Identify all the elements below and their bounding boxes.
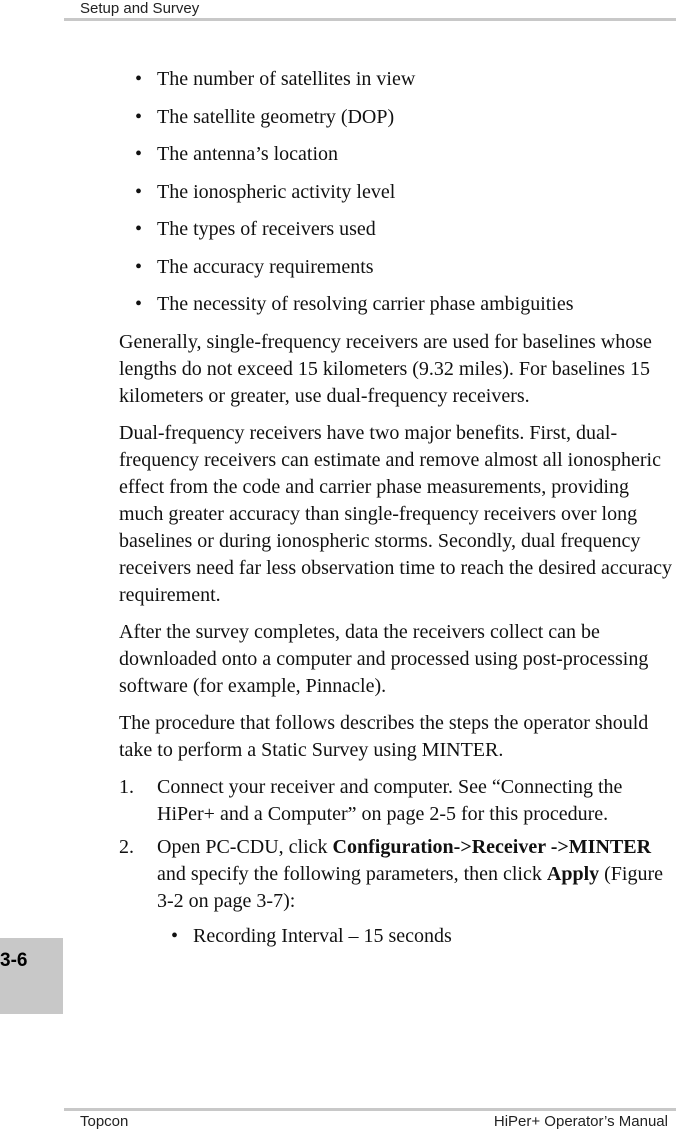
- list-item: • The ionospheric activity level: [119, 179, 674, 206]
- step-number: 2.: [119, 835, 134, 858]
- step-item: [119, 834, 674, 950]
- step-text-part: (Figure 3-2 on page 3-7):: [157, 862, 664, 912]
- step-text-part: Open PC-CDU, click: [157, 835, 333, 858]
- paragraph-post-processing: After the survey completes, data the receivers collect can be downloaded onto a computer and processed using post-processing software (for example, Pinnacle).: [119, 620, 649, 697]
- chapter-page-tab: [0, 938, 63, 1014]
- list-item: • The necessity of resolving carrier phase ambiguities: [119, 291, 674, 318]
- list-item: • The accuracy requirements: [119, 254, 674, 281]
- paragraph-receiver-choice: Generally, single-frequency receivers are used for baselines whose lengths do not exceed 15 kilometers (9.32 miles). For baselines 15 kilometers or greater, use dual-frequency receivers.: [119, 330, 652, 407]
- footer-company: Topcon: [80, 1113, 129, 1130]
- paragraph-procedure-intro: The procedure that follows describes the steps the operator should take to perform a Static Survey using MINTER.: [119, 711, 649, 761]
- list-item: • The antenna’s location: [119, 141, 674, 168]
- page-number: 3-6: [0, 950, 28, 971]
- list-item: • The satellite geometry (DOP): [119, 104, 674, 131]
- paragraph-dual-frequency-benefits: Dual-frequency receivers have two major benefits. First, dual-frequency receivers can estimate and remove almost all ionospheric effect from the code and carrier phase measurements, providing much greater accuracy than single-frequency receivers over long baselines or during ionospheric storms. Secondly, dual frequency receivers need far less observation time to reach the desired accuracy requirement.: [119, 421, 673, 606]
- menu-path: Configuration->Receiver ->MINTER: [332, 835, 652, 858]
- parameter-list: [157, 923, 674, 950]
- step-text: [157, 836, 663, 912]
- step-text-part: and specify the following parameters, then click: [157, 862, 547, 885]
- step-number: 1.: [119, 775, 134, 798]
- step-text: Connect your receiver and computer. See “Connecting the HiPer+ and a Computer” on page 2-5 for this procedure.: [157, 775, 623, 825]
- factor-list: [119, 66, 674, 318]
- footer-rule: [64, 1108, 676, 1111]
- header-rule: [64, 18, 676, 21]
- page-body: [119, 66, 674, 956]
- procedure-steps: [119, 774, 674, 950]
- list-item: • The types of receivers used: [119, 216, 674, 243]
- running-header: Setup and Survey: [80, 0, 200, 17]
- step-item: [119, 774, 674, 828]
- apply-label: Apply: [546, 862, 600, 885]
- footer-manual-title: HiPer+ Operator’s Manual: [493, 1113, 668, 1130]
- list-item: • The number of satellites in view: [119, 66, 674, 93]
- list-item: • Recording Interval – 15 seconds: [157, 923, 674, 950]
